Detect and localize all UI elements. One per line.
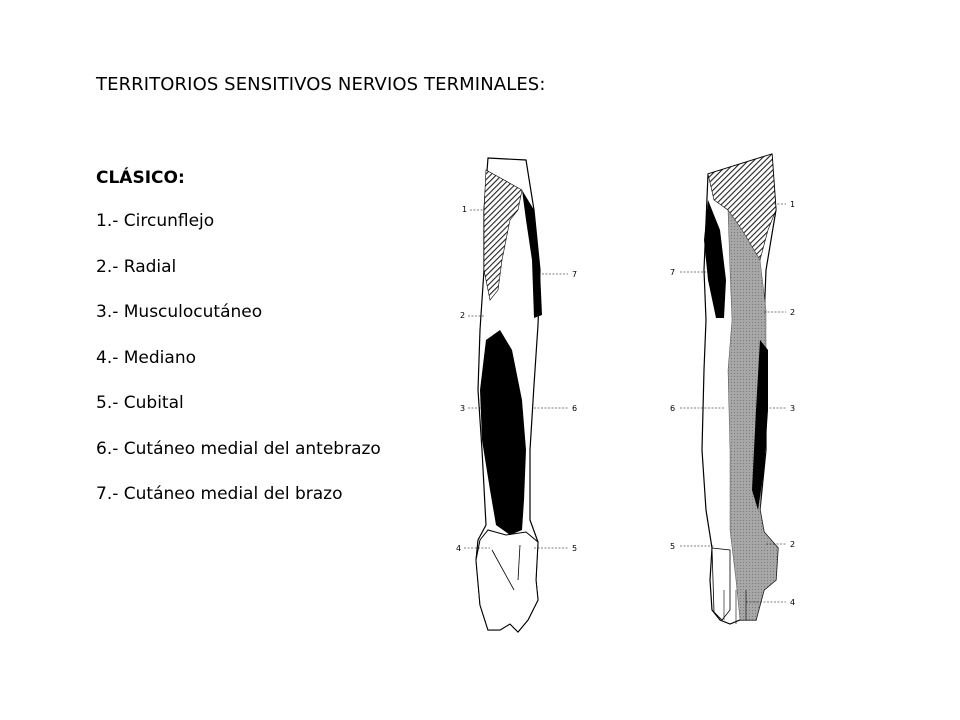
- label-anterior-4: 4: [456, 544, 462, 553]
- label-anterior-3: 3: [460, 404, 466, 413]
- nerve-list: [96, 210, 381, 529]
- anterior-arm: [476, 158, 542, 632]
- posterior-arm: [702, 154, 778, 624]
- label-posterior-3: 3: [790, 404, 796, 413]
- list-item: 2.- Radial: [96, 256, 177, 277]
- label-anterior-2: 2: [460, 311, 466, 320]
- list-item: 3.- Musculocutáneo: [96, 302, 263, 322]
- label-posterior-6: 6: [670, 404, 676, 413]
- list-item: 5.- Cubital: [96, 393, 184, 413]
- label-posterior-4: 4: [790, 598, 796, 607]
- arm-dermatome-figure: [430, 150, 840, 655]
- list-item: 6.- Cutáneo medial del antebrazo: [96, 438, 381, 459]
- label-posterior-1: 1: [790, 200, 796, 209]
- label-anterior-7: 7: [572, 270, 578, 279]
- list-item: 1.- Circunflejo: [96, 211, 215, 231]
- list-item: 7.- Cutáneo medial del brazo: [96, 484, 343, 504]
- label-anterior-1: 1: [462, 205, 468, 214]
- label-posterior-2b: 2: [790, 540, 796, 549]
- label-anterior-6: 6: [572, 404, 578, 413]
- page-title: TERRITORIOS SENSITIVOS NERVIOS TERMINALES:: [96, 74, 546, 95]
- label-posterior-5: 5: [670, 542, 676, 551]
- section-subtitle: CLÁSICO:: [96, 168, 185, 188]
- list-item: 4.- Mediano: [96, 347, 196, 368]
- label-anterior-5: 5: [572, 544, 578, 553]
- label-posterior-7: 7: [670, 268, 676, 277]
- label-posterior-2: 2: [790, 308, 796, 317]
